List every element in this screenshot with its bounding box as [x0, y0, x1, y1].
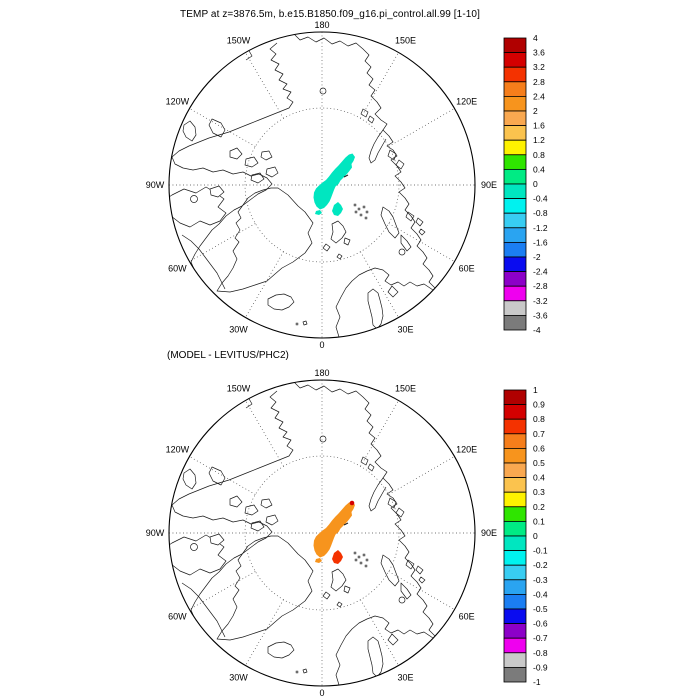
island-coastline: [183, 121, 196, 141]
colorbar-cell: [504, 228, 526, 243]
islet-speck: [366, 559, 368, 561]
islet-speck: [354, 204, 356, 206]
colorbar-top: [502, 34, 572, 336]
island-coastline: [331, 569, 346, 591]
continental-coastline: [182, 583, 225, 637]
longitude-label-180: 180: [314, 20, 330, 30]
colorbar-tick-label: -1: [533, 677, 541, 687]
island-coastline: [331, 221, 346, 243]
island-coastline: [268, 294, 294, 310]
colorbar-tick-label: 2.8: [533, 76, 545, 87]
colorbar-cell: [504, 448, 526, 463]
colorbar-cell: [504, 184, 526, 199]
data-patch-small-patch: [332, 202, 343, 216]
longitude-label-90E: 90E: [480, 180, 498, 190]
colorbar-cell: [504, 301, 526, 316]
longitude-label-150E: 150E: [394, 35, 417, 46]
small-island-ring: [320, 88, 326, 94]
small-island-ring: [320, 436, 326, 442]
island-coastline: [210, 186, 224, 197]
continental-coastline: [336, 616, 436, 685]
data-patch-small-patch: [332, 550, 343, 564]
colorbar-tick-label: -0.5: [533, 604, 548, 614]
island-coastline: [381, 555, 399, 586]
colorbar-cell: [504, 169, 526, 184]
colorbar-tick-label: -0.9: [533, 662, 548, 673]
longitude-label-60E: 60E: [458, 611, 475, 622]
longitude-label-0: 0: [319, 340, 325, 350]
data-patch-tip-dot: [350, 501, 355, 506]
island-coastline: [406, 212, 414, 221]
colorbar-tick-label: -1.6: [533, 237, 548, 248]
island-coastline: [245, 157, 258, 167]
longitude-label-30E: 30E: [397, 324, 414, 335]
continental-coastline: [336, 268, 436, 337]
island-coastline: [344, 238, 350, 245]
colorbar-tick-label: 3.2: [533, 62, 545, 73]
longitude-label-150W: 150W: [226, 383, 251, 394]
data-patch-layer: [314, 501, 356, 564]
data-patch-main-patch: [314, 502, 356, 558]
colorbar-cell: [504, 242, 526, 257]
island-coastline: [337, 254, 342, 259]
continental-coastline: [182, 235, 225, 289]
colorbar-cell: [504, 272, 526, 287]
islet-speck: [360, 562, 362, 564]
continental-coastline: [388, 634, 398, 645]
coastline-layer: [164, 34, 439, 337]
colorbar-tick-label: 2: [533, 106, 538, 116]
colorbar-cell: [504, 155, 526, 170]
island-coastline: [419, 229, 425, 235]
colorbar-tick-label: 0.3: [533, 487, 545, 498]
small-island-ring: [399, 249, 405, 255]
colorbar-bottom: [502, 386, 572, 688]
island-coastline: [323, 244, 330, 251]
longitude-label-150E: 150E: [394, 383, 417, 394]
meridian-dotted: [389, 109, 455, 147]
longitude-label-180: 180: [314, 368, 330, 378]
island-coastline: [323, 592, 330, 599]
continental-coastline: [368, 637, 383, 677]
colorbar-cell: [504, 111, 526, 126]
continental-coastline: [388, 286, 398, 297]
colorbar-cell: [504, 96, 526, 111]
colorbar-cell: [504, 419, 526, 434]
islet-speck: [358, 208, 360, 210]
island-coastline: [361, 109, 368, 117]
colorbar-tick-label: -0.6: [533, 618, 548, 629]
colorbar-cell: [504, 521, 526, 536]
island-coastline: [217, 188, 313, 292]
longitude-label-60W: 60W: [168, 611, 187, 622]
island-coastline: [303, 669, 307, 673]
colorbar-tick-label: 0.7: [533, 428, 545, 439]
island-coastline: [230, 148, 242, 159]
colorbar-cell: [504, 199, 526, 214]
island-coastline: [209, 467, 225, 485]
colorbar-cell: [504, 405, 526, 420]
colorbar-tick-label: 4: [533, 34, 538, 43]
colorbar-tick-label: 0.4: [533, 164, 545, 175]
longitude-label-60W: 60W: [168, 263, 187, 274]
colorbar-tick-label: 0.8: [533, 149, 545, 160]
longitude-label-30E: 30E: [397, 672, 414, 683]
map-arctic-model-minus-obs: [132, 360, 512, 700]
colorbar-cell: [504, 286, 526, 301]
continental-coastline: [294, 382, 439, 642]
colorbar-cell: [504, 213, 526, 228]
island-coastline: [344, 586, 350, 593]
colorbar-cell: [504, 390, 526, 405]
islet-speck: [355, 211, 357, 213]
island-coastline: [361, 457, 368, 465]
islet-speck: [296, 671, 298, 673]
coastline-layer: [164, 382, 439, 685]
colorbar-tick-label: -3.6: [533, 310, 548, 321]
island-coastline: [401, 583, 411, 599]
colorbar-cell: [504, 434, 526, 449]
colorbar-tick-label: -3.2: [533, 295, 548, 306]
colorbar-tick-label: -0.7: [533, 633, 548, 644]
difference-subtitle: (MODEL - LEVITUS/PHC2): [167, 350, 289, 361]
longitude-label-0: 0: [319, 688, 325, 698]
island-coastline: [419, 577, 425, 583]
longitude-label-120E: 120E: [456, 96, 478, 107]
colorbar-cell: [504, 257, 526, 272]
colorbar-cell: [504, 53, 526, 68]
islet-speck: [363, 206, 365, 208]
island-coastline: [368, 116, 374, 123]
island-coastline: [261, 151, 272, 160]
colorbar-tick-label: -0.8: [533, 208, 548, 219]
island-coastline: [416, 566, 423, 574]
colorbar-cell: [504, 82, 526, 97]
data-patch-tail-fleck: [315, 210, 322, 215]
islet-speck: [354, 552, 356, 554]
colorbar-cell: [504, 140, 526, 155]
colorbar-cell: [504, 594, 526, 609]
colorbar-cell: [504, 478, 526, 493]
data-patch-main-patch: [314, 154, 356, 210]
continental-coastline: [369, 130, 386, 163]
colorbar-cell: [504, 38, 526, 53]
colorbar-tick-label: 0.6: [533, 443, 545, 454]
colorbar-cell: [504, 551, 526, 566]
small-island-ring: [399, 597, 405, 603]
island-coastline: [416, 218, 423, 226]
figure-title: TEMP at z=3876.5m, b.e15.B1850.f09_g16.pi_control.all.99 [1-10]: [180, 9, 480, 20]
colorbar-tick-label: 0: [533, 531, 538, 541]
colorbar-cell: [504, 580, 526, 595]
longitude-label-30W: 30W: [229, 324, 248, 335]
island-coastline: [303, 321, 307, 325]
continental-coastline: [368, 289, 383, 329]
colorbar-tick-label: -1.2: [533, 222, 548, 233]
colorbar-cell: [504, 126, 526, 141]
longitude-label-90E: 90E: [480, 528, 498, 538]
islet-speck: [365, 217, 367, 219]
longitude-label-90W: 90W: [145, 180, 165, 190]
island-coastline: [388, 498, 396, 508]
island-coastline: [210, 534, 224, 545]
longitude-label-150W: 150W: [226, 35, 251, 46]
colorbar-tick-label: -0.2: [533, 560, 548, 571]
island-coastline: [401, 235, 411, 251]
islet-speck: [296, 323, 298, 325]
island-coastline: [268, 642, 294, 658]
longitude-label-60E: 60E: [458, 263, 475, 274]
colorbar-tick-label: 0.4: [533, 472, 545, 483]
colorbar-tick-label: -0.4: [533, 193, 548, 204]
island-coastline: [337, 602, 342, 607]
meridian-dotted: [246, 52, 284, 118]
meridian-dotted: [389, 457, 455, 495]
colorbar-cell: [504, 565, 526, 580]
islet-speck: [363, 554, 365, 556]
colorbar-cell: [504, 463, 526, 478]
colorbar-tick-label: -0.4: [533, 589, 548, 600]
longitude-label-120W: 120W: [165, 96, 190, 107]
island-coastline: [266, 167, 278, 177]
colorbar-tick-label: -2.4: [533, 266, 548, 277]
colorbar-tick-label: 0.2: [533, 501, 545, 512]
island-coastline: [406, 560, 414, 569]
island-coastline: [245, 505, 258, 515]
colorbar-tick-label: 0.8: [533, 414, 545, 425]
colorbar-cell: [504, 653, 526, 668]
longitude-label-30W: 30W: [229, 672, 248, 683]
island-coastline: [217, 536, 313, 640]
colorbar-cell: [504, 507, 526, 522]
island-coastline: [209, 119, 225, 137]
colorbar-cell: [504, 536, 526, 551]
colorbar-cell: [504, 624, 526, 639]
colorbar-tick-label: -0.3: [533, 574, 548, 585]
colorbar-cell: [504, 492, 526, 507]
colorbar-tick-label: -4: [533, 325, 541, 335]
islet-speck: [358, 556, 360, 558]
continental-coastline: [369, 478, 386, 511]
map-arctic-temp: [132, 12, 512, 358]
colorbar-tick-label: -2.8: [533, 281, 548, 292]
islet-speck: [355, 559, 357, 561]
colorbar-tick-label: 1.6: [533, 120, 545, 131]
meridian-dotted: [246, 400, 284, 466]
colorbar-tick-label: -0.1: [533, 545, 548, 556]
colorbar-tick-label: 1.2: [533, 135, 545, 146]
islet-speck: [360, 214, 362, 216]
colorbar-cell: [504, 67, 526, 82]
colorbar-tick-label: 0.5: [533, 458, 545, 468]
island-coastline: [381, 207, 399, 238]
colorbar-cell: [504, 609, 526, 624]
longitude-label-90W: 90W: [145, 528, 165, 538]
island-coastline: [261, 499, 272, 508]
islet-speck: [365, 565, 367, 567]
colorbar-cell: [504, 667, 526, 682]
colorbar-tick-label: 0: [533, 179, 538, 189]
colorbar-cell: [504, 638, 526, 653]
colorbar-tick-label: 0.1: [533, 516, 545, 527]
colorbar-tick-label: -0.8: [533, 647, 548, 658]
colorbar-tick-label: 0.9: [533, 399, 545, 410]
island-coastline: [183, 469, 196, 489]
longitude-label-120E: 120E: [456, 444, 478, 455]
data-patch-tail-fleck: [315, 558, 322, 563]
colorbar-tick-label: 3.6: [533, 47, 545, 58]
island-coastline: [368, 464, 374, 471]
colorbar-tick-label: -2: [533, 252, 541, 262]
island-coastline: [266, 515, 278, 525]
continental-coastline: [294, 34, 439, 294]
islet-speck: [366, 211, 368, 213]
colorbar-tick-label: 1: [533, 386, 538, 395]
colorbar-tick-label: 2.4: [533, 91, 545, 102]
colorbar-cell: [504, 315, 526, 330]
island-coastline: [388, 150, 396, 160]
island-coastline: [230, 496, 242, 507]
longitude-label-120W: 120W: [165, 444, 190, 455]
